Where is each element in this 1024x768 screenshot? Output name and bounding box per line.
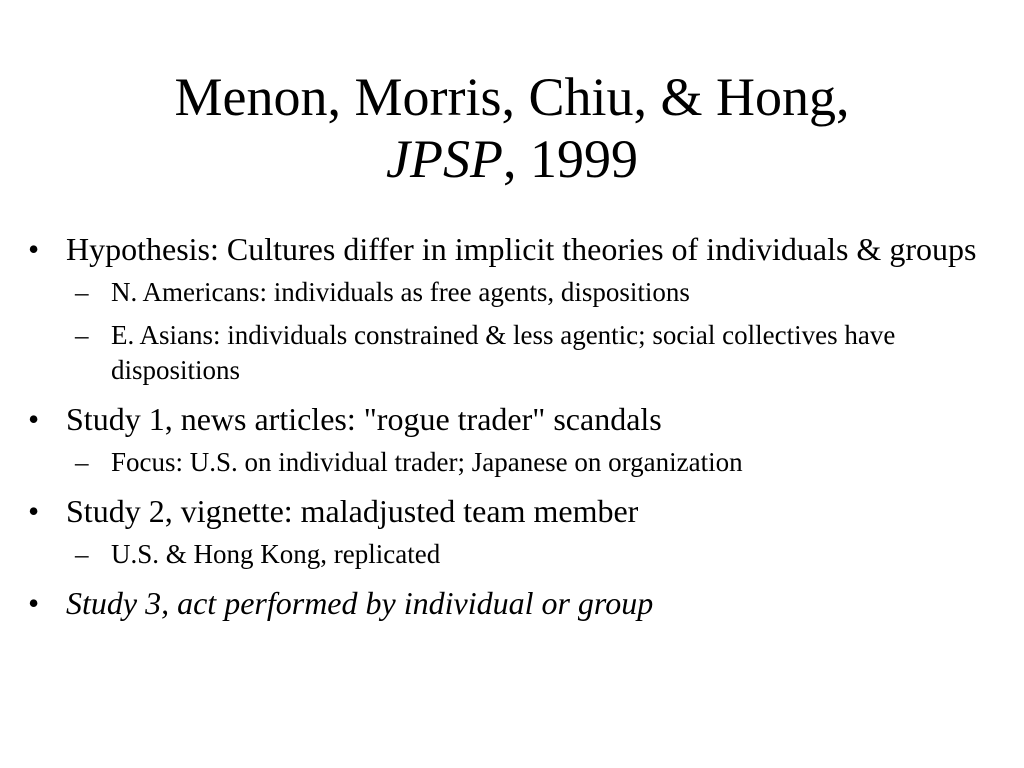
bullet-icon: • <box>28 585 40 621</box>
sub-bullet-text: N. Americans: individuals as free agents, dispositions <box>111 277 690 307</box>
title-line-authors: Menon, Morris, Chiu, & Hong, <box>174 67 850 127</box>
sub-bullet-item <box>75 445 998 480</box>
sub-bullet-item <box>75 318 998 388</box>
sub-bullet-item <box>75 275 998 310</box>
bullet-item-study3 <box>28 582 998 625</box>
bullet-text: Hypothesis: Cultures differ in implicit theories of individuals & groups <box>66 231 977 267</box>
bullet-text: Study 2, vignette: maladjusted team member <box>66 493 639 529</box>
bullet-item-hypothesis <box>28 228 998 271</box>
dash-icon: – <box>75 277 89 307</box>
bullet-icon: • <box>28 493 40 529</box>
bullet-item-study2 <box>28 490 998 533</box>
title-journal: JPSP <box>386 129 503 189</box>
sub-bullet-text: U.S. & Hong Kong, replicated <box>111 539 441 569</box>
dash-icon: – <box>75 539 89 569</box>
slide-title <box>0 66 1024 190</box>
bullet-list <box>28 228 998 625</box>
sub-bullet-item <box>75 537 998 572</box>
bullet-text: Study 1, news articles: "rogue trader" scandals <box>66 401 662 437</box>
title-year: , 1999 <box>502 129 638 189</box>
bullet-item-study1 <box>28 398 998 441</box>
bullet-text: Study 3, act performed by individual or group <box>66 585 654 621</box>
dash-icon: – <box>75 320 89 350</box>
sub-bullet-text: Focus: U.S. on individual trader; Japanese on organization <box>111 447 743 477</box>
sub-bullet-text: E. Asians: individuals constrained & less agentic; social collectives have dispositions <box>111 320 896 385</box>
bullet-icon: • <box>28 401 40 437</box>
title-line-citation <box>0 128 1024 190</box>
bullet-icon: • <box>28 231 40 267</box>
dash-icon: – <box>75 447 89 477</box>
